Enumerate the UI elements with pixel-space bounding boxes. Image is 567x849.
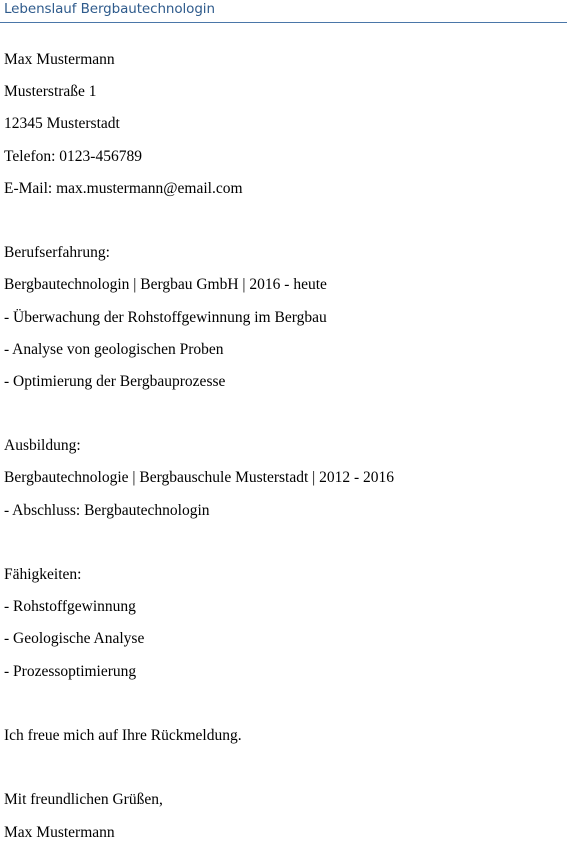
contact-phone: Telefon: 0123-456789 [4, 147, 142, 165]
skills-item: - Rohstoffgewinnung [4, 598, 136, 616]
contact-email: E-Mail: max.mustermann@email.com [4, 179, 243, 197]
spacer [4, 398, 564, 430]
experience-position: Bergbautechnologin | Bergbau GmbH | 2016 - heute [4, 276, 327, 294]
closing-message: Ich freue mich auf Ihre Rückmeldung. [4, 726, 242, 744]
document-body [4, 44, 564, 849]
experience-heading: Berufserfahrung: [4, 244, 110, 262]
signature-name: Max Mustermann [4, 823, 115, 841]
experience-item: - Überwachung der Rohstoffgewinnung im Bergbau [4, 308, 327, 326]
contact-name: Max Mustermann [4, 51, 115, 68]
education-entry: Bergbautechnologie | Bergbauschule Musterstadt | 2012 - 2016 [4, 469, 395, 487]
experience-item: - Optimierung der Bergbauprozesse [4, 372, 226, 390]
page-title: Lebenslauf Bergbautechnologin [4, 1, 215, 17]
spacer [4, 752, 564, 784]
spacer [4, 205, 564, 237]
experience-item: - Analyse von geologischen Proben [4, 340, 224, 358]
skills-item: - Prozessoptimierung [4, 662, 137, 680]
spacer [4, 527, 564, 559]
education-heading: Ausbildung: [4, 437, 81, 455]
page-header [0, 0, 567, 23]
skills-heading: Fähigkeiten: [4, 566, 82, 583]
closing-greeting: Mit freundlichen Grüßen, [4, 791, 163, 809]
spacer [4, 688, 564, 720]
contact-street: Musterstraße 1 [4, 83, 97, 101]
skills-item: - Geologische Analyse [4, 630, 145, 648]
education-item: - Abschluss: Bergbautechnologin [4, 501, 210, 519]
contact-city: 12345 Musterstadt [4, 115, 120, 133]
